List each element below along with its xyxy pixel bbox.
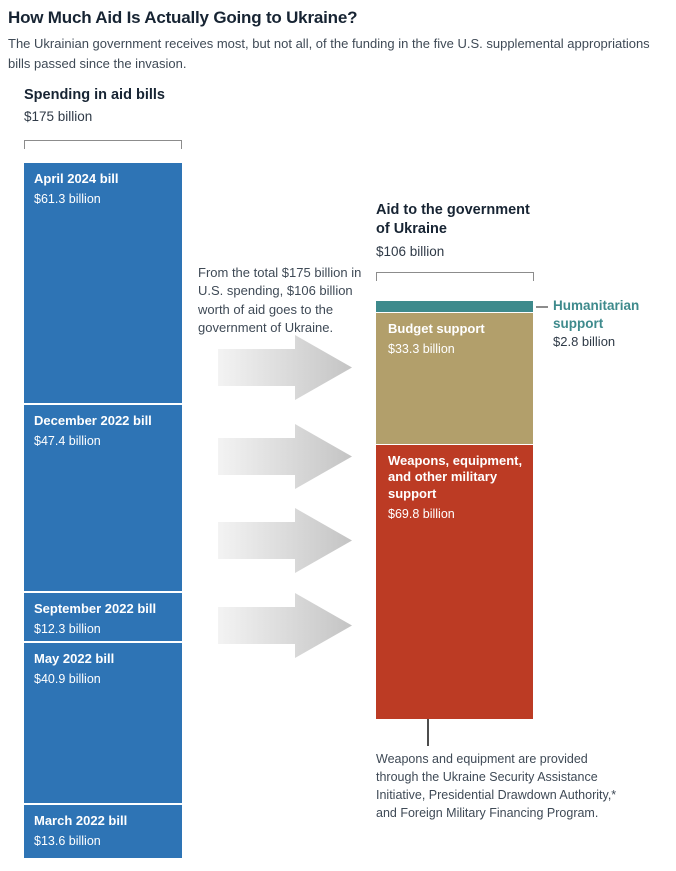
right-chart-title: Aid to the government of Ukraine	[376, 202, 530, 237]
bill-segment-december-2022	[24, 405, 182, 591]
bill-segment-may-2022	[24, 643, 182, 803]
segment-value: $40.9 billion	[34, 672, 101, 687]
segment-label: March 2022 bill	[34, 813, 128, 828]
left-chart-title: Spending in aid bills	[24, 87, 165, 103]
segment-value: $33.3 billion	[388, 342, 455, 357]
bill-segment-march-2022	[24, 805, 182, 858]
flow-arrow-icon	[218, 508, 352, 573]
right-chart-total: $106 billion	[376, 244, 445, 259]
right-total-bracket	[376, 272, 534, 281]
flow-arrow-icon	[218, 424, 352, 489]
segment-label: December 2022 bill	[34, 413, 152, 428]
aid-bills-bar	[24, 163, 182, 858]
segment-label: Budget support	[388, 321, 485, 336]
left-total-bracket	[24, 140, 182, 149]
segment-military-support	[376, 445, 533, 719]
segment-label: Weapons, equipment, and other military support	[388, 453, 523, 501]
flow-arrow-icon	[218, 593, 352, 658]
humanitarian-callout-value: $2.8 billion	[553, 334, 616, 349]
footnote-tick-line	[427, 719, 429, 746]
aid-to-ukraine-bar	[376, 301, 533, 719]
flow-arrow-icon	[218, 335, 352, 400]
bill-segment-april-2024	[24, 163, 182, 403]
callout-dash-line	[536, 306, 548, 308]
left-chart-total: $175 billion	[24, 109, 93, 124]
segment-humanitarian-support	[376, 301, 533, 312]
footnote-text: Weapons and equipment are provided through the Ukraine Security Assistance Initiative, Presidential Drawdown Authority,* and Foreign Military Financing Program.	[376, 752, 617, 821]
segment-value: $47.4 billion	[34, 434, 101, 449]
flow-annotation: From the total $175 billion in U.S. spending, $106 billion worth of aid goes to the government of Ukraine.	[198, 265, 362, 336]
humanitarian-callout-label: Humanitarian support	[553, 298, 640, 332]
segment-label: April 2024 bill	[34, 171, 119, 186]
bill-segment-september-2022	[24, 593, 182, 641]
segment-label: September 2022 bill	[34, 601, 157, 616]
segment-label: May 2022 bill	[34, 651, 115, 666]
segment-budget-support	[376, 313, 533, 444]
segment-value: $69.8 billion	[388, 506, 455, 521]
segment-value: $13.6 billion	[34, 834, 101, 849]
segment-value: $61.3 billion	[34, 192, 101, 207]
subtitle: The Ukrainian government receives most, but not all, of the funding in the five U.S. supplemental appropriations bills passed since the invasion.	[8, 36, 650, 71]
page-title: How Much Aid Is Actually Going to Ukraine?	[8, 8, 358, 27]
segment-value: $12.3 billion	[34, 622, 101, 637]
